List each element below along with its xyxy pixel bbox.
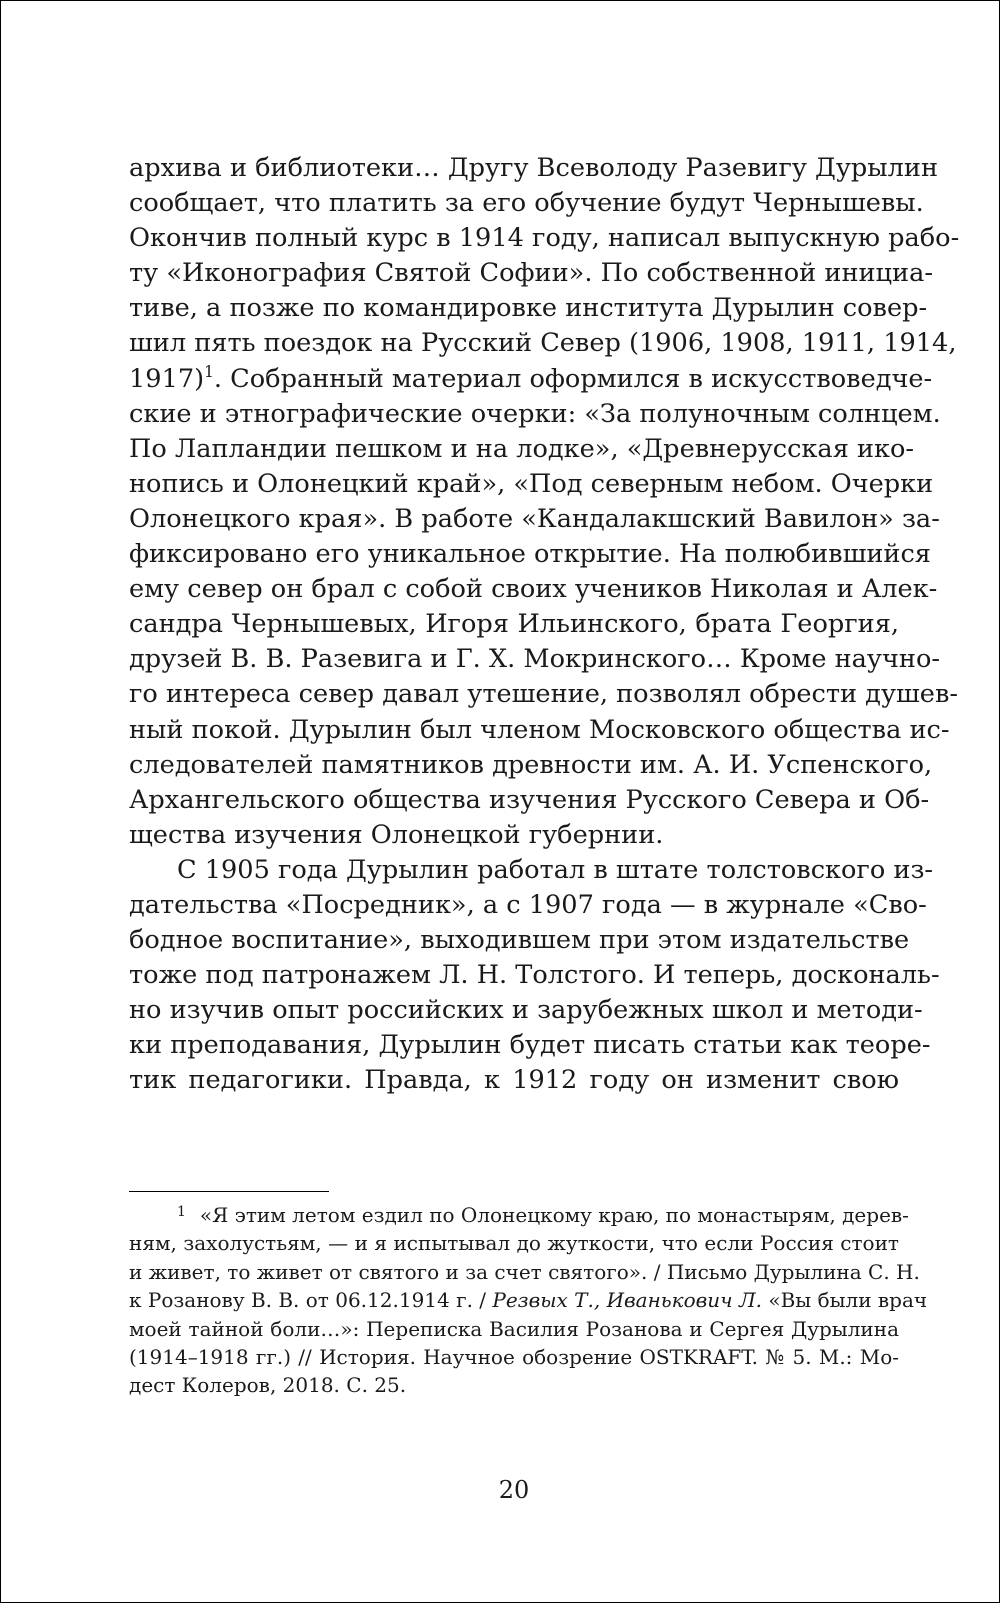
text-line: тоже под патронажем Л. Н. Толстого. И теперь, доскональ- — [129, 960, 940, 991]
footnote — [129, 1201, 928, 1400]
footnote-marker: 1 — [177, 1203, 186, 1220]
footnote-text: «Я этим летом ездил по Олонецкому краю, по монастырям, дерев- — [199, 1203, 909, 1227]
text-line: Окончив полный курс в 1914 году, написал выпускную рабо- — [129, 223, 960, 254]
text-fragment: . Собранный материал оформился в искусствоведче- — [213, 363, 933, 394]
text-line: сообщает, что платить за его обучение будут Чернышевы. — [129, 188, 924, 219]
footnote-reference[interactable]: 1 — [204, 362, 214, 381]
footnote-divider — [129, 1191, 329, 1192]
footnote-line: моей тайной боли…»: Переписка Василия Розанова и Сергея Дурылина — [129, 1316, 899, 1341]
footnote-line: (1914–1918 гг.) // История. Научное обозрение OSTKRAFT. № 5. М.: Мо- — [129, 1344, 899, 1369]
text-fragment: 1917) — [129, 363, 205, 394]
text-line-with-footnote-ref — [129, 362, 933, 397]
footnote-line — [129, 1201, 909, 1229]
footnote-line: ням, захолустьям, — и я испытывал до жуткости, что если Россия стоит — [129, 1231, 899, 1256]
text-line: Архангельского общества изучения Русского Севера и Об- — [129, 784, 930, 815]
text-line: щества изучения Олонецкой губернии. — [129, 819, 664, 850]
footnote-line: и живет, то живет от святого и за счет святого». / Письмо Дурылина С. Н. — [129, 1259, 920, 1284]
text-line: нопись и Олонецкий край», «Под северным небом. Очерки — [129, 468, 934, 499]
footnote-authors: Резвых Т., Иванькович Л. — [492, 1288, 762, 1313]
text-line: ту «Иконография Святой Софии». По собственной инициа- — [129, 258, 933, 289]
text-line: дательства «Посредник», а с 1907 года — в журнале «Сво- — [129, 889, 927, 920]
footnote-text: к Розанову В. В. от 06.12.1914 г. / — [129, 1288, 493, 1313]
text-line: сандра Чернышевых, Игоря Ильинского, брата Георгия, — [129, 609, 899, 640]
text-line: ему север он брал с собой своих учеников Николая и Алек- — [129, 574, 938, 605]
text-line: ный покой. Дурылин был членом Московского общества ис- — [129, 714, 950, 745]
text-line: ские и этнографические очерки: «За полуночным солнцем. — [129, 398, 941, 429]
text-line: ки преподавания, Дурылин будет писать статьи как теоре- — [129, 1030, 931, 1061]
text-line: го интереса север давал утешение, позволял обрести душев- — [129, 679, 958, 710]
page-number: 20 — [498, 1476, 530, 1504]
text-line: шил пять поездок на Русский Север (1906, 1908, 1911, 1914, — [129, 328, 957, 359]
main-text — [129, 151, 960, 1099]
footnote-line: дест Колеров, 2018. С. 25. — [129, 1373, 407, 1398]
text-line: архива и библиотеки… Другу Всеволоду Разевигу Дурылин — [129, 153, 939, 183]
text-line: друзей В. В. Разевига и Г. Х. Мокринского… Кроме научно- — [129, 644, 941, 675]
footnote-text: «Вы были врач — [762, 1288, 928, 1313]
text-line: но изучив опыт российских и зарубежных школ и методи- — [129, 995, 923, 1026]
text-line: следователей памятников древности им. А. И. Успенского, — [129, 749, 933, 780]
text-line: фиксировано его уникальное открытие. На полюбившийся — [129, 539, 931, 570]
text-line: тиве, а позже по командировке института Дурылин совер- — [129, 293, 928, 324]
text-line: По Лапландии пешком и на лодке», «Древнерусская ико- — [129, 433, 915, 464]
text-line: бодное воспитание», выходившем при этом издательстве — [129, 925, 910, 956]
text-line: тик педагогики. Правда, к 1912 году он изменит свою — [129, 1065, 899, 1096]
text-line: С 1905 года Дурылин работал в штате толстовского из- — [177, 854, 934, 885]
footnote-line — [129, 1286, 928, 1314]
text-line: Олонецкого края». В работе «Кандалакшский Вавилон» за- — [129, 503, 940, 534]
